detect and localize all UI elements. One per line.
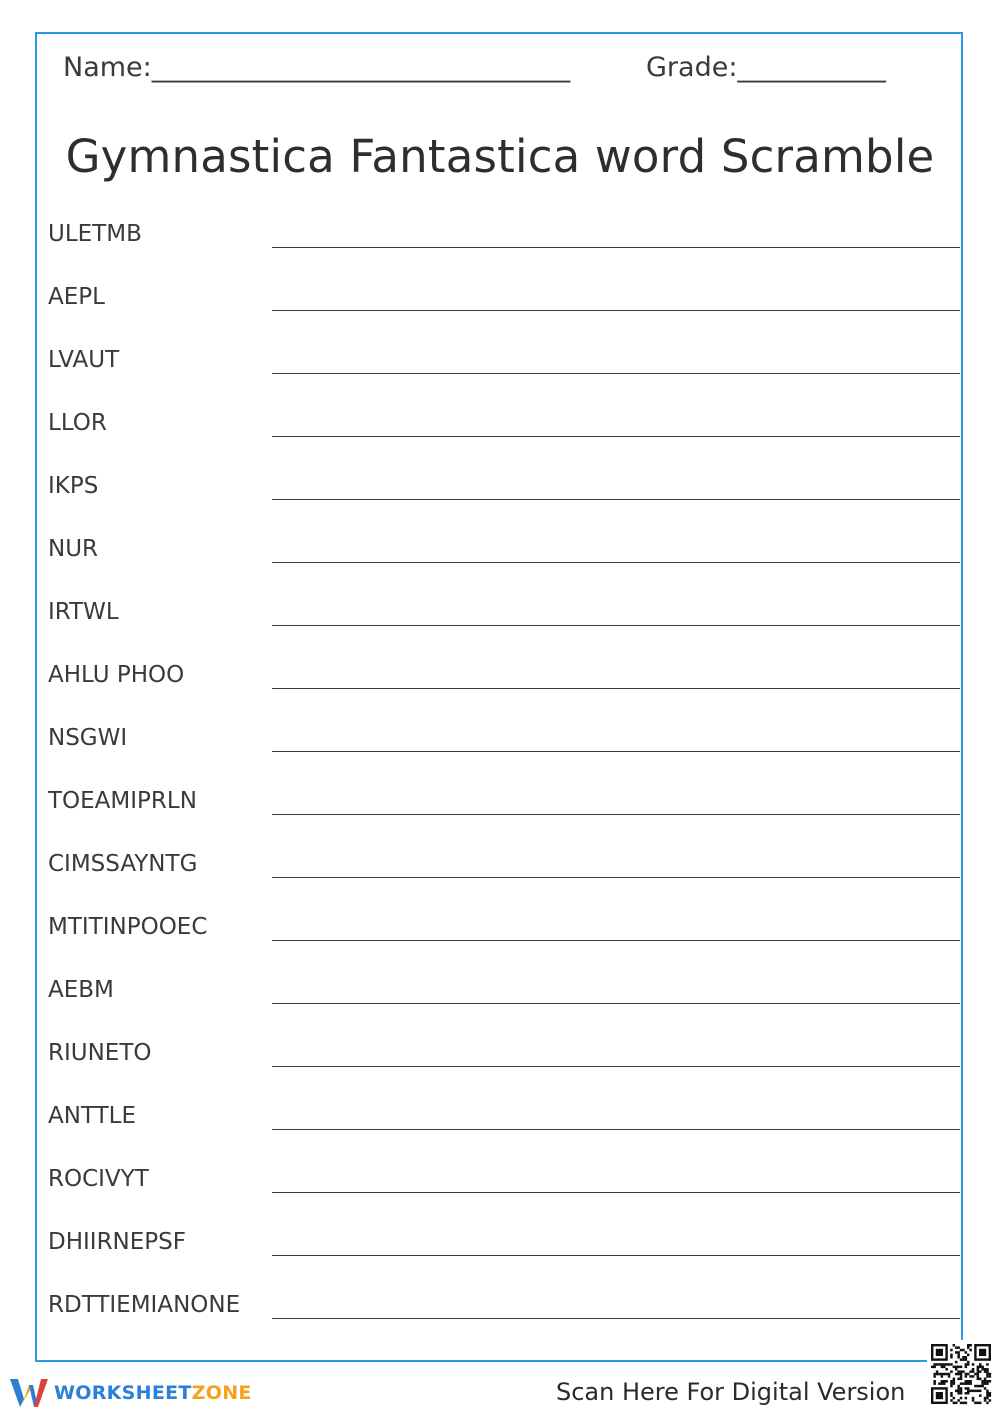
scramble-row [0,518,1000,581]
scramble-row [0,266,1000,329]
scramble-row [0,644,1000,707]
scramble-row [0,581,1000,644]
scramble-row [0,959,1000,1022]
scramble-row [0,833,1000,896]
scrambled-word: LVAUT [48,347,120,373]
answer-line[interactable] [272,1192,960,1193]
answer-line[interactable] [272,247,960,248]
scramble-row [0,896,1000,959]
scramble-row [0,1274,1000,1337]
scrambled-word: DHIIRNEPSF [48,1229,186,1255]
scrambled-word: AEBM [48,977,114,1003]
scrambled-word: NSGWI [48,725,128,751]
scrambled-word: ULETMB [48,221,142,247]
answer-line[interactable] [272,1003,960,1004]
scrambled-word: CIMSSAYNTG [48,851,198,877]
logo-w-icon [10,1377,48,1409]
scrambled-word: IRTWL [48,599,119,625]
scramble-list [0,203,1000,1337]
worksheetzone-logo [10,1376,252,1410]
answer-line[interactable] [272,625,960,626]
answer-line[interactable] [272,562,960,563]
scramble-row [0,1085,1000,1148]
logo-text-zone: ZONE [191,1382,252,1404]
scrambled-word: AEPL [48,284,105,310]
answer-line[interactable] [272,1066,960,1067]
scrambled-word: ANTTLE [48,1103,136,1129]
scramble-row [0,392,1000,455]
answer-line[interactable] [272,1255,960,1256]
answer-line[interactable] [272,1129,960,1130]
grade-field-label: Grade:___________ [646,52,886,83]
qr-code-icon[interactable] [927,1340,995,1408]
name-field-label: Name:_______________________________ [63,52,571,83]
scrambled-word: IKPS [48,473,99,499]
answer-line[interactable] [272,688,960,689]
worksheet-title: Gymnastica Fantastica word Scramble [65,130,935,183]
answer-line[interactable] [272,1318,960,1319]
answer-line[interactable] [272,877,960,878]
logo-text-worksheet: WORKSHEET [54,1382,192,1404]
scramble-row [0,329,1000,392]
scramble-row [0,770,1000,833]
scramble-row [0,455,1000,518]
scrambled-word: MTITINPOOEC [48,914,208,940]
answer-line[interactable] [272,940,960,941]
scrambled-word: LLOR [48,410,107,436]
answer-line[interactable] [272,499,960,500]
answer-line[interactable] [272,751,960,752]
scrambled-word: NUR [48,536,99,562]
scrambled-word: RDTTIEMIANONE [48,1292,241,1318]
scramble-row [0,1148,1000,1211]
scrambled-word: TOEAMIPRLN [48,788,197,814]
scan-caption: Scan Here For Digital Version [556,1378,906,1406]
scramble-row [0,1211,1000,1274]
answer-line[interactable] [272,814,960,815]
answer-line[interactable] [272,373,960,374]
scrambled-word: AHLU PHOO [48,662,185,688]
answer-line[interactable] [272,436,960,437]
scrambled-word: RIUNETO [48,1040,152,1066]
scramble-row [0,707,1000,770]
scrambled-word: ROCIVYT [48,1166,149,1192]
answer-line[interactable] [272,310,960,311]
scramble-row [0,1022,1000,1085]
scramble-row [0,203,1000,266]
